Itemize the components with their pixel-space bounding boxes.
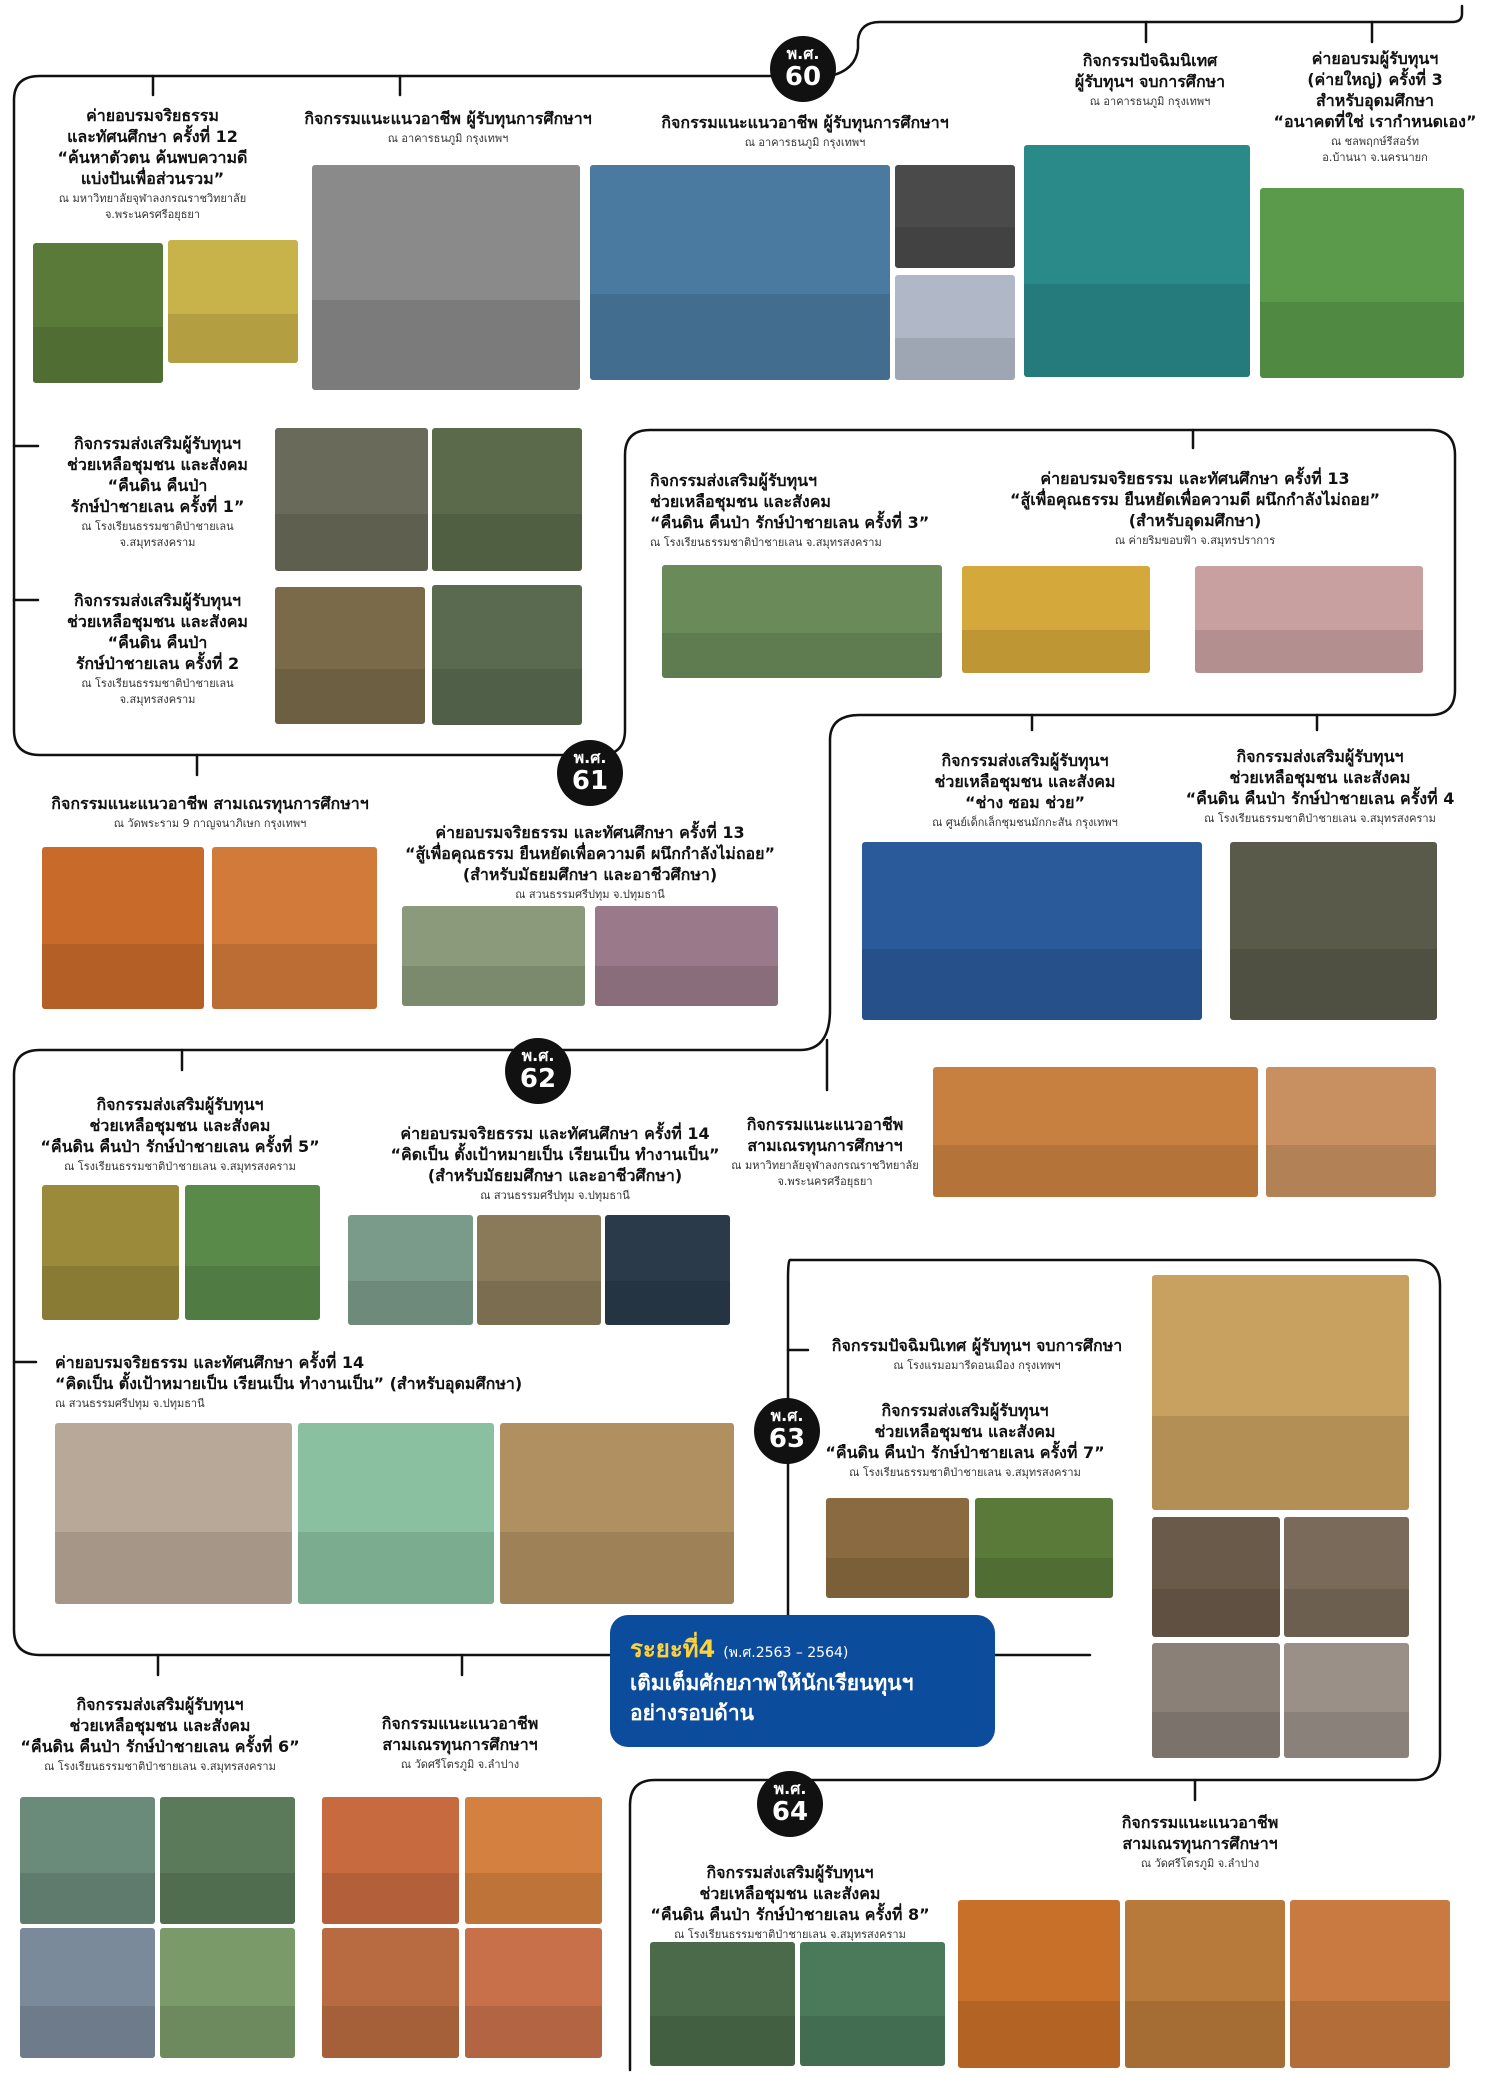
activity-photo [298, 1423, 494, 1604]
activity-caption: กิจกรรมปัจฉิมนิเทศ ผู้รับทุนฯ จบการศึกษา ณ อาคารธนภูมิ กรุงเทพฯ [1074, 51, 1226, 108]
activity-photo [1284, 1643, 1409, 1758]
activity-photo [322, 1928, 459, 2058]
activity-caption: กิจกรรมแนะแนวอาชีพ สามเณรทุนการศึกษาฯ ณ วัดศรีโตรภูมิ จ.ลำปาง [1121, 1813, 1279, 1870]
activity-photo [160, 1797, 295, 1924]
activity-caption: ค่ายอบรมจริยธรรม และทัศนศึกษา ครั้งที่ 12 “ค้นหาตัวตน ค้นพบความดี แบ่งปันเพื่อส่วนรวม” ณ มหาวิทยาลัยจุฬาลงกรณราชวิทยาลัย จ.พระนครศรีอยุธยา [57, 106, 248, 221]
activity-photo [862, 842, 1202, 1020]
year-badge-63: พ.ศ. 63 [754, 1398, 820, 1464]
activity-caption: กิจกรรมแนะแนวอาชีพ สามเณรทุนการศึกษาฯ ณ วัดพระราม 9 กาญจนาภิเษก กรุงเทพฯ [51, 794, 369, 830]
activity-photo [1284, 1517, 1409, 1637]
year-badge-61: พ.ศ. 61 [557, 740, 623, 806]
activity-photo [958, 1900, 1120, 2068]
activity-photo [168, 240, 298, 363]
activity-photo [826, 1498, 969, 1598]
activity-caption: กิจกรรมส่งเสริมผู้รับทุนฯ ช่วยเหลือชุมชน และสังคม “คืนดิน คืนป่า รักษ์ป่าชายเลน ครั้งที่ 8” ณ โรงเรียนธรรมชาติป่าชายเลน จ.สมุทรสงคราม [650, 1863, 930, 1941]
phase-heading: ระยะที่4 [630, 1635, 716, 1663]
activity-caption: ค่ายอบรมจริยธรรม และทัศนศึกษา ครั้งที่ 14 “คิดเป็น ตั้งเป้าหมายเป็น เรียนเป็น ทำงานเป็น” (สำหรับอุดมศึกษา) ณ สวนธรรมศรีปทุม จ.ปทุมธานี [55, 1353, 523, 1410]
activity-photo [1152, 1517, 1280, 1637]
activity-caption: กิจกรรมแนะแนวอาชีพ สามเณรทุนการศึกษาฯ ณ วัดศรีโตรภูมิ จ.ลำปาง [381, 1714, 539, 1771]
activity-caption: กิจกรรมแนะแนวอาชีพ ผู้รับทุนการศึกษาฯ ณ อาคารธนภูมิ กรุงเทพฯ [661, 113, 949, 149]
activity-caption: ค่ายอบรมจริยธรรม และทัศนศึกษา ครั้งที่ 13 “สู้เพื่อคุณธรรม ยืนหยัดเพื่อความดี ผนึกกำลังไม่ถอย” (สำหรับมัธยมศึกษา และอาชีวศึกษา) ณ สวนธรรมศรีปทุม จ.ปทุมธานี [404, 823, 776, 901]
activity-photo [432, 585, 582, 725]
activity-photo [590, 165, 890, 380]
activity-caption: กิจกรรมส่งเสริมผู้รับทุนฯ ช่วยเหลือชุมชน และสังคม “คืนดิน คืนป่า รักษ์ป่าชายเลน ครั้งที่ 3” ณ โรงเรียนธรรมชาติป่าชายเลน จ.สมุทรสงคราม [650, 471, 930, 549]
activity-caption: กิจกรรมแนะแนวอาชีพ สามเณรทุนการศึกษาฯ ณ มหาวิทยาลัยจุฬาลงกรณราชวิทยาลัย จ.พระนครศรีอยุธยา [731, 1115, 919, 1188]
activity-photo [962, 566, 1150, 673]
activity-photo [1195, 566, 1423, 673]
activity-photo [500, 1423, 734, 1604]
activity-photo [20, 1797, 155, 1924]
phase-subtitle-1: เติมเต็มศักยภาพให้นักเรียนทุนฯ [630, 1671, 914, 1695]
activity-caption: กิจกรรมส่งเสริมผู้รับทุนฯ ช่วยเหลือชุมชน และสังคม “คืนดิน คืนป่า รักษ์ป่าชายเลน ครั้งที่ 7” ณ โรงเรียนธรรมชาติป่าชายเลน จ.สมุทรสงคราม [825, 1401, 1105, 1479]
activity-photo [1125, 1900, 1285, 2068]
activity-photo [1024, 145, 1250, 377]
activity-caption: กิจกรรมส่งเสริมผู้รับทุนฯ ช่วยเหลือชุมชน และสังคม “คืนดิน คืนป่า รักษ์ป่าชายเลน ครั้งที่ 2 ณ โรงเรียนธรรมชาติป่าชายเลน จ.สมุทรสงคราม [67, 591, 248, 706]
activity-photo [432, 428, 582, 571]
activity-caption: กิจกรรมส่งเสริมผู้รับทุนฯ ช่วยเหลือชุมชน และสังคม “คืนดิน คืนป่า รักษ์ป่าชายเลน ครั้งที่ 4 ณ โรงเรียนธรรมชาติป่าชายเลน จ.สมุทรสงคราม [1185, 747, 1455, 825]
activity-photo [975, 1498, 1113, 1598]
activity-photo [33, 243, 163, 383]
activity-photo [895, 165, 1015, 268]
activity-photo [402, 906, 585, 1006]
activity-caption: กิจกรรมส่งเสริมผู้รับทุนฯ ช่วยเหลือชุมชน และสังคม “ช่าง ซอม ช่วย” ณ ศูนย์เด็กเล็กชุมชนมักกะสัน กรุงเทพฯ [932, 751, 1118, 829]
activity-photo [1152, 1643, 1280, 1758]
activity-photo [1230, 842, 1437, 1020]
activity-photo [800, 1942, 945, 2066]
activity-photo [895, 275, 1015, 380]
year-badge-64: พ.ศ. 64 [757, 1771, 823, 1837]
activity-photo [322, 1797, 459, 1924]
activity-photo [42, 1185, 179, 1320]
phase-banner [610, 1615, 995, 1747]
activity-caption: ค่ายอบรมจริยธรรม และทัศนศึกษา ครั้งที่ 13 “สู้เพื่อคุณธรรม ยืนหยัดเพื่อความดี ผนึกกำลังไม่ถอย” (สำหรับอุดมศึกษา) ณ ค่ายริมขอบฟ้า จ.สมุทรปราการ [1009, 469, 1381, 547]
activity-photo [212, 847, 377, 1009]
activity-photo [465, 1928, 602, 2058]
activity-photo [275, 428, 428, 571]
activity-caption: ค่ายอบรมผู้รับทุนฯ (ค่ายใหญ่) ครั้งที่ 3 สำหรับอุดมศึกษา “อนาคตที่ใช่ เรากำหนดเอง” ณ ชลพฤกษ์รีสอร์ท อ.บ้านนา จ.นครนายก [1273, 49, 1477, 164]
activity-photo [348, 1215, 473, 1325]
activity-caption: ค่ายอบรมจริยธรรม และทัศนศึกษา ครั้งที่ 14 “คิดเป็น ตั้งเป้าหมายเป็น เรียนเป็น ทำงานเป็น” (สำหรับมัธยมศึกษา และอาชีวศึกษา) ณ สวนธรรมศรีปทุม จ.ปทุมธานี [390, 1124, 720, 1202]
phase-subtitle-2: อย่างรอบด้าน [630, 1701, 754, 1725]
activity-photo [477, 1215, 601, 1325]
activity-photo [1266, 1067, 1436, 1197]
activity-photo [662, 565, 942, 678]
activity-photo [465, 1797, 602, 1924]
year-badge-62: พ.ศ. 62 [505, 1038, 571, 1104]
activity-photo [275, 587, 425, 724]
activity-photo [933, 1067, 1258, 1197]
activity-photo [55, 1423, 292, 1604]
activity-photo [312, 165, 580, 390]
activity-caption: กิจกรรมแนะแนวอาชีพ ผู้รับทุนการศึกษาฯ ณ อาคารธนภูมิ กรุงเทพฯ [304, 109, 592, 145]
activity-photo [650, 1942, 795, 2066]
activity-caption: กิจกรรมปัจฉิมนิเทศ ผู้รับทุนฯ จบการศึกษา ณ โรงแรมอมารีดอนเมือง กรุงเทพฯ [831, 1336, 1123, 1372]
activity-photo [42, 847, 204, 1009]
activity-photo [1290, 1900, 1450, 2068]
activity-photo [605, 1215, 730, 1325]
activity-caption: กิจกรรมส่งเสริมผู้รับทุนฯ ช่วยเหลือชุมชน และสังคม “คืนดิน คืนป่า รักษ์ป่าชายเลน ครั้งที่ 6” ณ โรงเรียนธรรมชาติป่าชายเลน จ.สมุทรสงคราม [20, 1695, 300, 1773]
activity-photo [20, 1928, 155, 2058]
activity-photo [1152, 1275, 1409, 1510]
activity-photo [160, 1928, 295, 2058]
activity-photo [185, 1185, 320, 1320]
year-badge-60: พ.ศ. 60 [770, 36, 836, 102]
activity-caption: กิจกรรมส่งเสริมผู้รับทุนฯ ช่วยเหลือชุมชน และสังคม “คืนดิน คืนป่า รักษ์ป่าชายเลน ครั้งที่ 1” ณ โรงเรียนธรรมชาติป่าชายเลน จ.สมุทรสงคราม [67, 434, 248, 549]
activity-photo [595, 906, 778, 1006]
activity-caption: กิจกรรมส่งเสริมผู้รับทุนฯ ช่วยเหลือชุมชน และสังคม “คืนดิน คืนป่า รักษ์ป่าชายเลน ครั้งที่ 5” ณ โรงเรียนธรรมชาติป่าชายเลน จ.สมุทรสงคราม [40, 1095, 320, 1173]
phase-range: (พ.ศ.2563 – 2564) [723, 1645, 849, 1661]
activity-photo [1260, 188, 1464, 378]
